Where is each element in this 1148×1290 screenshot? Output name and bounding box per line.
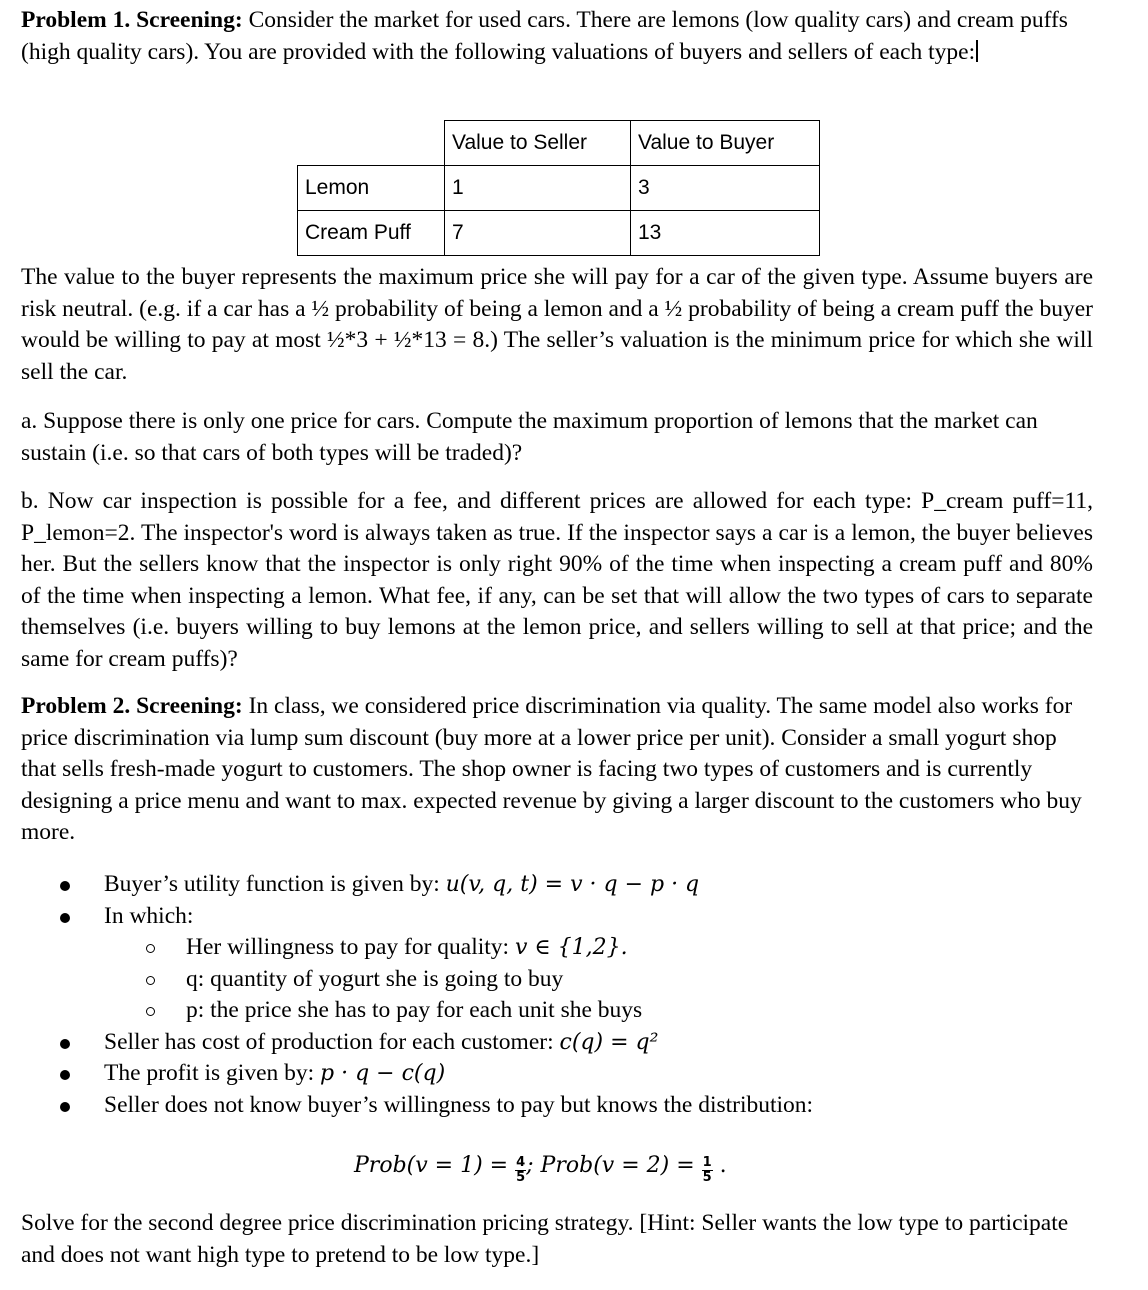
sub-bullet-icon <box>146 976 155 985</box>
fraction-one-fifth <box>702 1156 713 1185</box>
list-item <box>0 901 813 933</box>
table-corner <box>298 121 445 166</box>
text-cursor <box>976 40 978 62</box>
price-definition: p: the price she has to pay for each unit she buys <box>186 997 643 1023</box>
bullet-icon <box>60 881 70 891</box>
fraction-denominator: 5 <box>702 1170 712 1185</box>
cost-label: Seller has cost of production for each customer: <box>104 1028 560 1055</box>
problem1-part-a: a. Suppose there is only one price for cars. Compute the maximum proportion of lemons that the market can sustain (i.e. so that cars of both types will be traded)? <box>21 408 1038 466</box>
bullet-icon <box>60 1039 70 1049</box>
cost-formula: c(q) = q² <box>559 1029 659 1055</box>
distribution-label: Seller does not know buyer’s willingness to pay but knows the distribution: <box>104 1091 814 1118</box>
fraction-denominator: 5 <box>516 1170 526 1185</box>
prob-v2-label: ; Prob(v = 2) = <box>526 1153 702 1178</box>
profit-label: The profit is given by: <box>104 1060 321 1086</box>
problem1-heading: Problem 1. Screening: <box>21 7 243 33</box>
problem2-bullet-list <box>0 869 813 1121</box>
problem1-intro-text: Consider the market for used cars. There are lemons (low quality cars) and cream puffs (high quality cars). You are provided with the following valuations of buyers and sellers of each type: <box>21 7 1068 65</box>
utility-label: Buyer’s utility function is given by: <box>104 871 446 897</box>
list-item <box>0 1058 813 1090</box>
table-row <box>298 166 820 211</box>
list-item <box>0 964 813 996</box>
lemon-seller-value: 1 <box>445 166 631 211</box>
problem1-intro <box>21 5 1093 68</box>
willingness-label: Her willingness to pay for quality: <box>186 934 515 960</box>
fraction-numerator: 4 <box>516 1155 526 1170</box>
problem1-part-b: b. Now car inspection is possible for a fee, and different prices are allowed for each type: P_cream puff=11, P_lemon=2. The inspector's word is always taken as true. If the inspector says a car is a lemon, the buyer believes her. But the sellers know that the inspector is only right 90% of the time when inspecting a cream puff and 80% of the time when inspecting a lemon. What fee, if any, can be set that will allow the two types of cars to separate themselves (i.e. buyers willing to buy lemons at the lemon price, and sellers willing to sell at that price; and the same for cream puffs)? <box>21 488 1093 672</box>
willingness-formula: v ∈ {1,2}. <box>514 935 628 960</box>
in-which-label: In which: <box>104 902 194 929</box>
problem2-solve: Solve for the second degree price discrimination pricing strategy. [Hint: Seller wants the low type to participate and does not want high type to pretend to be low type.] <box>21 1210 1069 1268</box>
bullet-icon <box>60 1102 70 1112</box>
bullet-icon <box>60 913 70 923</box>
valuation-table <box>297 120 820 256</box>
cream-puff-buyer-value: 13 <box>631 211 820 256</box>
list-item <box>0 1090 813 1122</box>
problem1-explanation: The value to the buyer represents the maximum price she will pay for a car of the given type. Assume buyers are risk neutral. (e.g. if a car has a ½ probability of being a lemon and a ½ probability of being a cream puff the buyer would be willing to pay at most ½*3 + ½*13 = 8.) The seller’s valuation is the minimum price for which she will sell the car. <box>21 264 1093 385</box>
prob-end: . <box>712 1153 727 1178</box>
list-item <box>0 1027 813 1059</box>
fraction-four-fifths <box>515 1156 526 1185</box>
sub-bullet-icon <box>146 944 155 953</box>
list-item <box>0 932 813 964</box>
problem2-heading: Problem 2. Screening: <box>21 693 243 719</box>
sub-bullet-icon <box>146 1007 155 1016</box>
table-row <box>298 211 820 256</box>
profit-formula: p · q − c(q) <box>320 1061 446 1086</box>
quantity-definition: q: quantity of yogurt she is going to buy <box>186 965 564 992</box>
problem2-intro <box>21 691 1093 849</box>
header-value-to-buyer: Value to Buyer <box>631 121 820 166</box>
fraction-numerator: 1 <box>702 1155 712 1170</box>
prob-v1-label: Prob(v = 1) = <box>354 1153 516 1178</box>
lemon-buyer-value: 3 <box>631 166 820 211</box>
table-header-row <box>298 121 820 166</box>
row-label-lemon: Lemon <box>298 166 445 211</box>
utility-formula: u(v, q, t) = v · q − p · q <box>445 872 700 897</box>
probability-distribution <box>354 1150 727 1185</box>
row-label-cream-puff: Cream Puff <box>298 211 445 256</box>
header-value-to-seller: Value to Seller <box>445 121 631 166</box>
list-item <box>0 869 813 901</box>
list-item <box>0 995 813 1027</box>
bullet-icon <box>60 1070 70 1080</box>
cream-puff-seller-value: 7 <box>445 211 631 256</box>
problem2-intro-text: In class, we considered price discrimination via quality. The same model also works for price discrimination via lump sum discount (buy more at a lower price per unit). Consider a small yogurt shop that sells fresh-made yogurt to customers. The shop owner is facing two types of customers and is currently designing a price menu and want to max. expected revenue by giving a larger discount to the customers who buy more. <box>21 693 1082 845</box>
